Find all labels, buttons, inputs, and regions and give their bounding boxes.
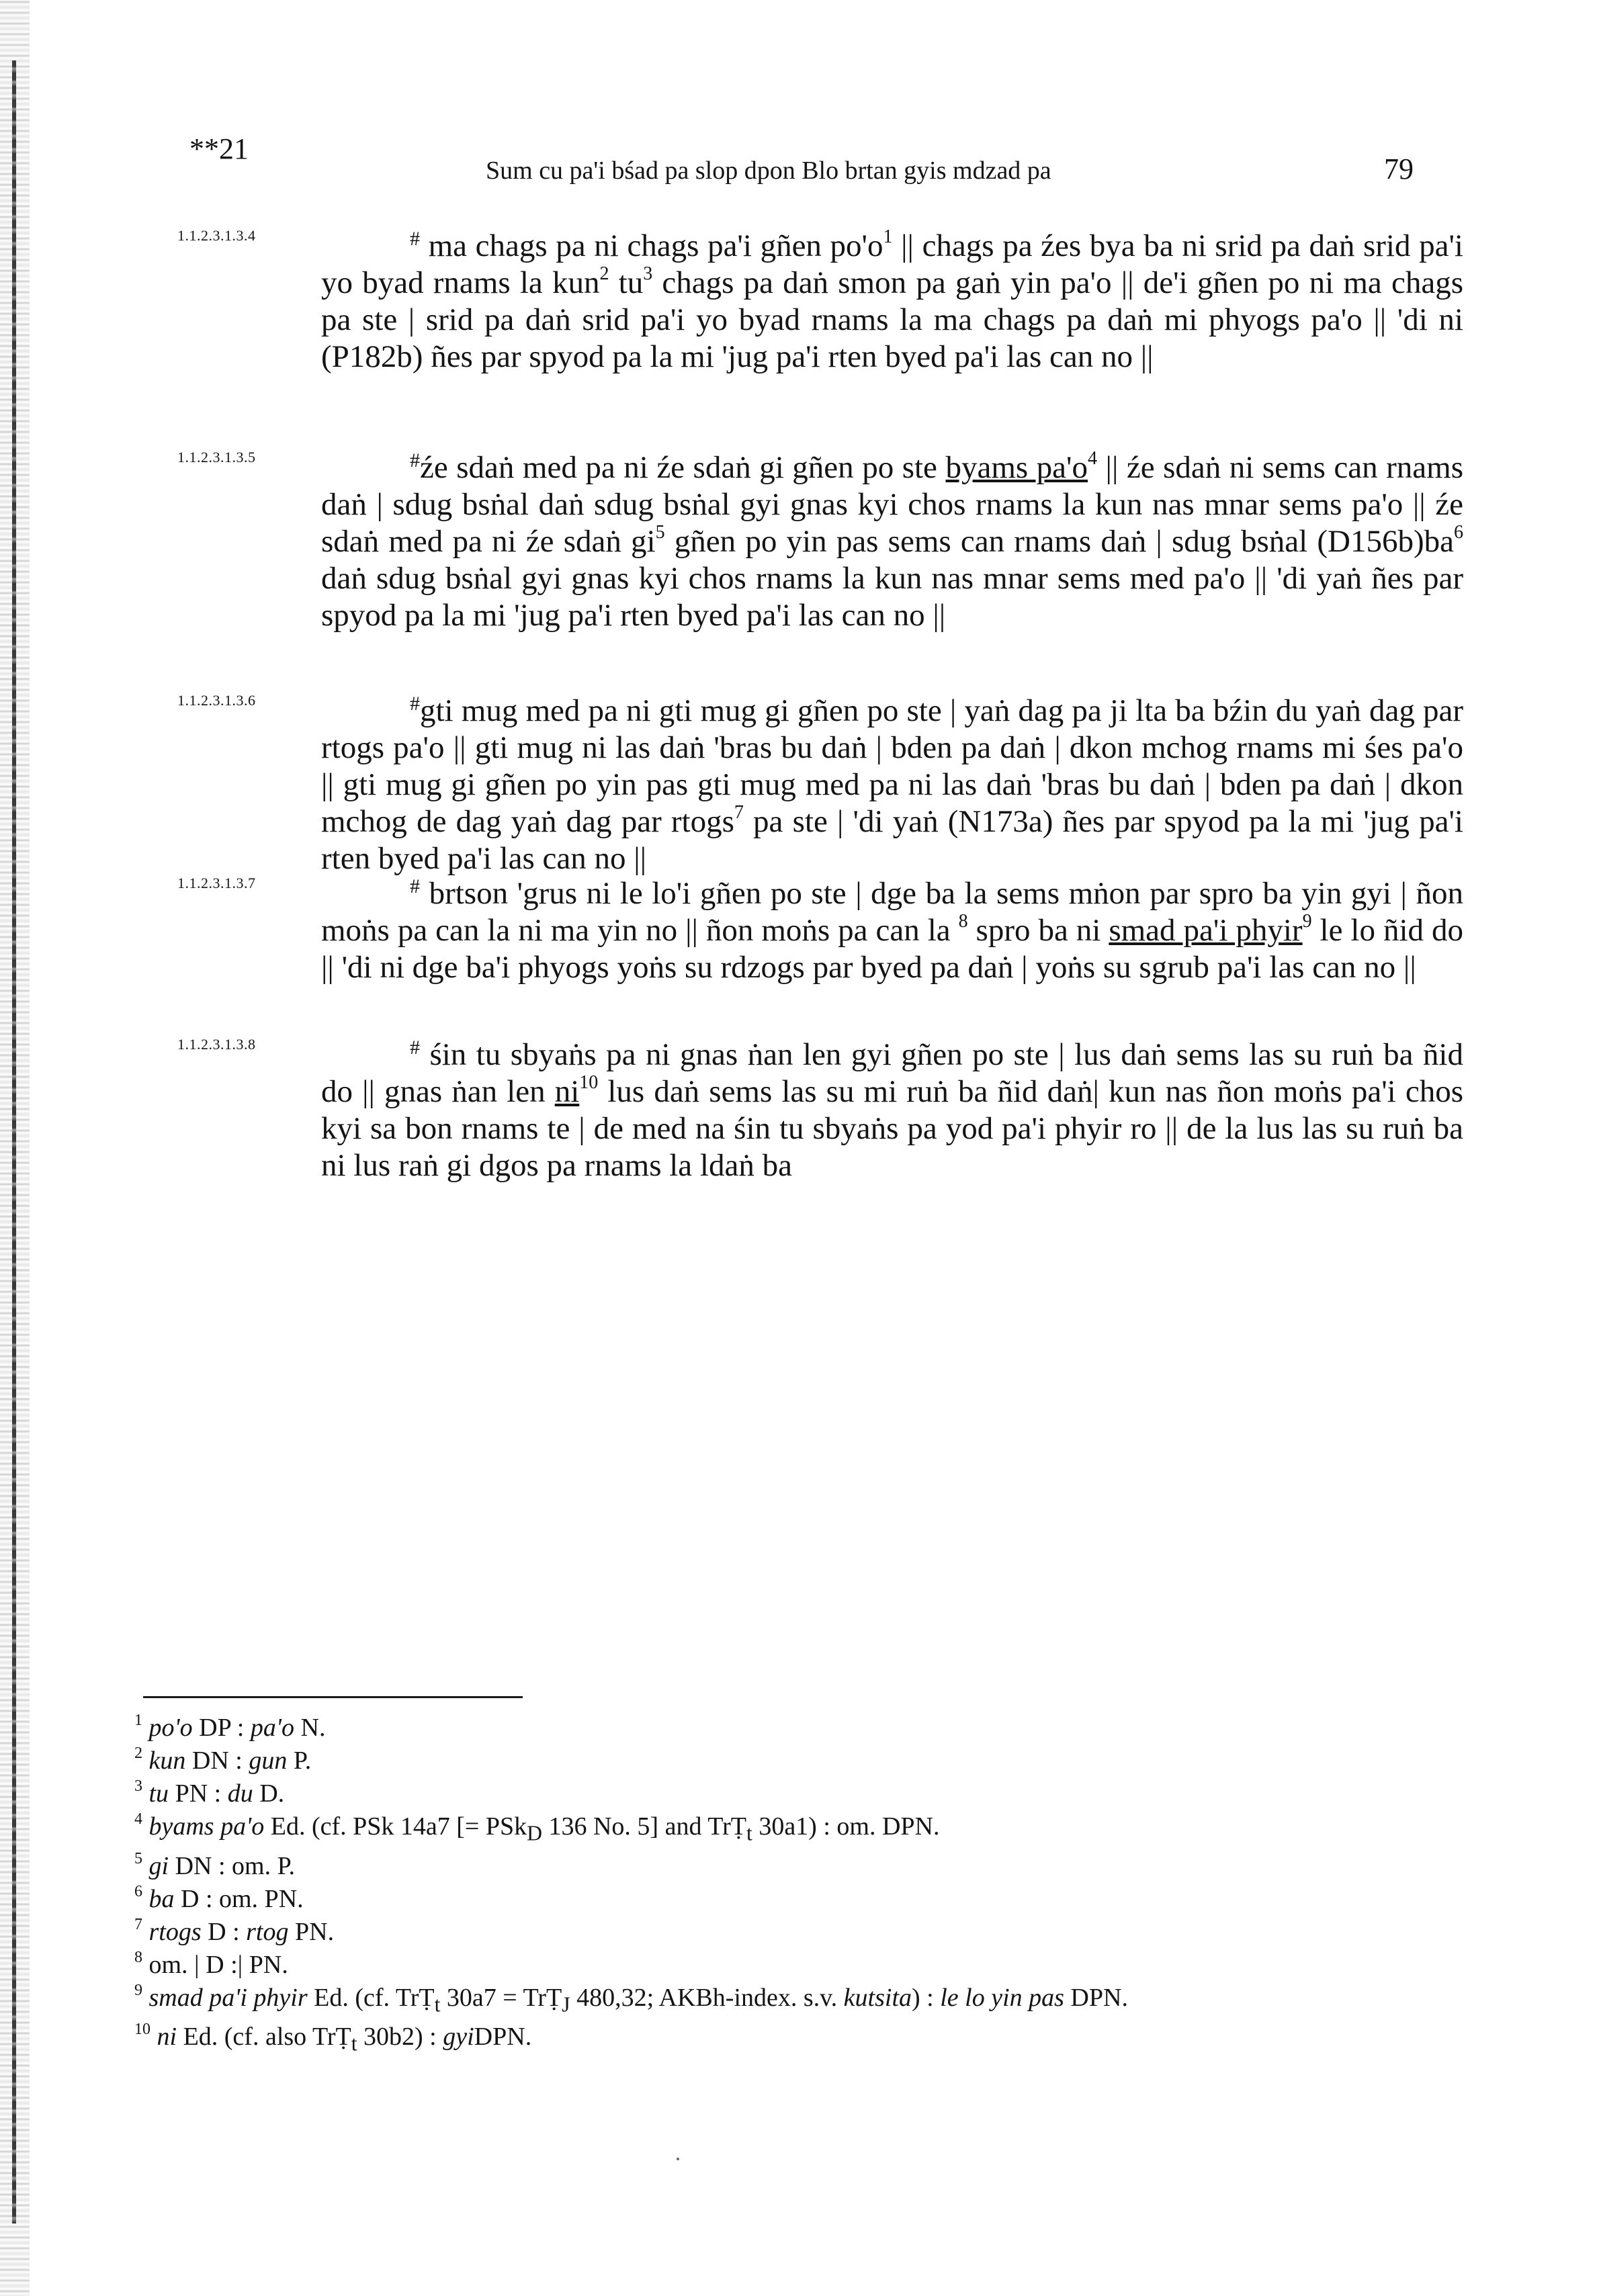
footnote-ref: 10	[579, 1072, 599, 1093]
section-marker: #	[410, 693, 420, 715]
paragraph-text: # ma chags pa ni chags pa'i gñen $po'o^1$ || chags pa źes bya ba ni srid pa daṅ srid pa'i yo byad rnams la kun$^2$ $tu^3$ chags pa daṅ smon pa gaṅ yin pa'o || de'i gñen po ni ma chags pa ste | srid pa daṅ srid pa'i yo byad rnams la ma chags pa daṅ mi phyogs pa'o || 'di ni (P182b) ñes par spyod pa la mi 'jug pa'i rten byed pa'i las can no ||	[321, 226, 1464, 374]
section-marker: #	[410, 449, 420, 472]
footnote: $^4$ byams pa'o Ed. (cf. PSk 14a7 [= PSk$_D$ 136 No. 5] and TrṬ$_t$ 30a1) : om. DPN.	[134, 1810, 940, 1845]
footnote: $^{10}$ ni Ed. (cf. also TrṬ$_t$ 30b2) : gyiDPN.	[134, 2021, 532, 2056]
footnote-ref: 7	[734, 802, 744, 823]
speck	[677, 2158, 679, 2160]
page-code: **21	[189, 132, 249, 165]
section-number: 1.1.2.3.1.3.8	[177, 1036, 256, 1053]
footnote: $^8$ om. | D :| PN.	[134, 1948, 288, 1979]
footnote-ref: 8	[958, 911, 968, 932]
footnote-ref: 3	[643, 263, 653, 284]
footnote-ref: 5	[655, 522, 665, 543]
footnote-ref: 9	[1302, 911, 1312, 932]
section-number: 1.1.2.3.1.3.4	[177, 227, 256, 244]
paragraph-text: # brtson 'grus ni le lo'i gñen po ste | dge ba la sems mṅon par spro ba yin gyi | ñon moṅs pa can la ni ma yin no || ñon moṅs pa can la $^8$ spro ba ni smad pa'i phyir$^9$ le lo ñid do || 'di ni dge ba'i phyogs yoṅs su rdzogs par byed pa daṅ | yoṅs su sgrub pa'i las can no ||	[321, 875, 1463, 985]
footnote: $^2$ kun DN : gun P.	[134, 1745, 312, 1775]
binding-edge	[0, 0, 30, 2296]
footnote-separator	[143, 1696, 523, 1698]
footnote-ref: 6	[1454, 522, 1464, 543]
footnotes	[134, 1712, 1344, 2060]
paragraph-text: #gti mug med pa ni gti mug gi gñen po ste | yaṅ dag pa ji lta ba bźin du yaṅ dag par rtogs pa'o || gti mug ni las daṅ 'bras bu daṅ | bden pa daṅ | dkon mchog rnams mi śes pa'o || gti mug gi gñen po yin pas gti mug med pa ni las daṅ 'bras bu daṅ | bden pa daṅ | dkon mchog de dag yaṅ dag par rtogs$^7$ pa ste | 'di yaṅ (N173a) ñes par spyod pa la mi 'jug pa'i rten byed pa'i las can no ||	[321, 693, 1463, 876]
footnote: $^6$ ba D : om. PN.	[134, 1882, 304, 1913]
footnote: $^7$ rtogs D : rtog PN.	[134, 1915, 335, 1946]
section-marker: #	[410, 1036, 420, 1059]
section-marker: #	[410, 228, 420, 250]
footnote: $^9$ smad pa'i phyir Ed. (cf. TrṬ$_t$ 30a7 = TrṬ$_J$ 480,32; AKBh-index. s.v. kutsita) : le lo yin pas DPN.	[134, 1981, 1128, 2017]
running-title: Sum cu pa'i bśad pa slop dpon Blo brtan gyis mdzad pa	[486, 157, 1051, 185]
footnote-ref: 2	[599, 263, 609, 284]
footnote-ref: 4	[1088, 448, 1098, 469]
page-number: 79	[1384, 152, 1414, 185]
footnote-ref: 1	[883, 226, 893, 247]
footnote: $^5$ gi DN : om. P.	[134, 1849, 295, 1880]
section-number: 1.1.2.3.1.3.6	[177, 692, 256, 709]
paragraph-text: # śin tu sbyaṅs pa ni gnas ṅan len gyi gñen po ste | lus daṅ sems las su ruṅ ba ñid do || gnas ṅan len $ni^{10}$ lus daṅ sems las su mi ruṅ ba ñid daṅ| kun nas ñon moṅs pa'i chos kyi sa bon rnams te | de med na śin tu sbyaṅs pa yod pa'i phyir ro || de la lus las su ruṅ ba ni lus raṅ gi dgos pa rnams la ldaṅ ba	[321, 1036, 1463, 1183]
section-number: 1.1.2.3.1.3.7	[177, 875, 256, 891]
section-number: 1.1.2.3.1.3.5	[177, 449, 256, 466]
footnote: $^1$ po'o DP : pa'o N.	[134, 1712, 326, 1742]
paragraph-text: #źe sdaṅ med pa ni źe sdaṅ gi gñen po ste byams $pa'o^4$ || źe sdaṅ ni sems can rnams daṅ | sdug bsṅal daṅ sdug bsṅal gyi gnas kyi chos rnams la kun nas mnar sems pa'o || źe sdaṅ med pa ni źe sdaṅ $gi^5$ gñen po yin pas sems can rnams daṅ | sdug bsṅal $(D156b)ba^6$ daṅ sdug bsṅal gyi gnas kyi chos rnams la kun nas mnar sems med pa'o || 'di yaṅ ñes par spyod pa la mi 'jug pa'i rten byed pa'i las can no ||	[321, 448, 1464, 633]
footnote: $^3$ tu PN : du D.	[134, 1777, 285, 1808]
section-marker: #	[410, 875, 420, 897]
page-header	[0, 132, 1597, 192]
